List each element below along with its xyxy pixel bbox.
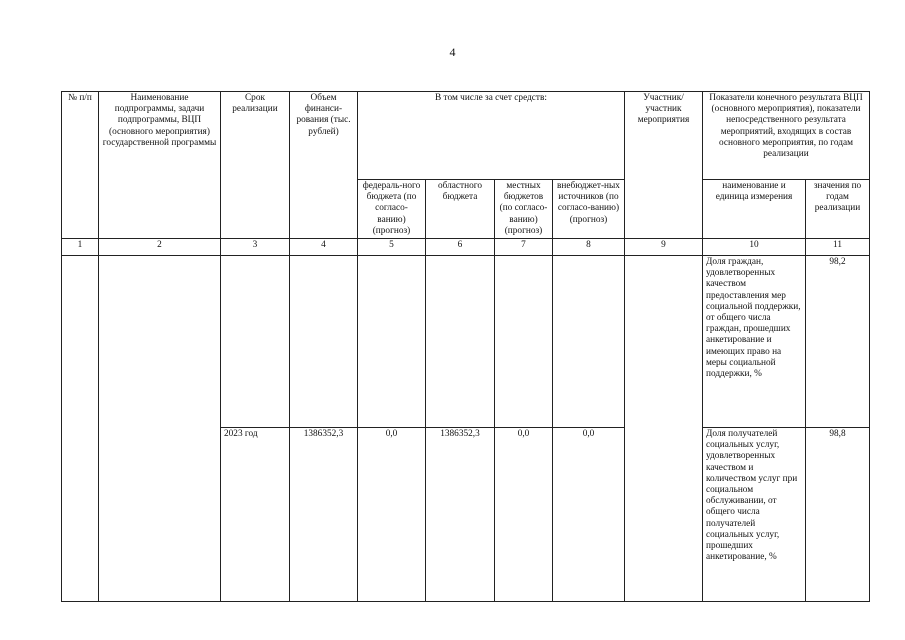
local-budget: 0,0 <box>495 428 553 602</box>
column-number: 5 <box>358 239 426 256</box>
row-total-cell <box>290 256 358 428</box>
header-col-local: местных бюджетов (по согласо-ванию) (прогноз) <box>495 180 553 239</box>
row-federal-cell <box>358 256 426 428</box>
header-col-volume: Объем финанси-рования (тыс. рублей) <box>290 92 358 239</box>
row-name-cell <box>99 256 221 602</box>
header-col-federal: федераль-ного бюджета (по согласо-ванию) (прогноз) <box>358 180 426 239</box>
header-col-indicator-name: наименование и единица измерения <box>703 180 806 239</box>
regional-budget: 1386352,3 <box>426 428 495 602</box>
header-col-offbudget: внебюджет-ных источников (по согласо-ванию) (прогноз) <box>553 180 625 239</box>
header-col-participant: Участник/ участник мероприятия <box>625 92 703 239</box>
total-volume: 1386352,3 <box>290 428 358 602</box>
page-number: 4 <box>449 45 456 59</box>
header-col-name: Наименование подпрограммы, задачи подпрограммы, ВЦП (основного мероприятия) государственной программы <box>99 92 221 239</box>
column-number-row <box>62 239 870 256</box>
header-col-period: Срок реализации <box>221 92 290 239</box>
column-number: 10 <box>703 239 806 256</box>
indicator-name: Доля граждан, удовлетворенных качеством предоставления мер социальной поддержки, от общего числа граждан, прошедших анкетирование и имеющих право на меры социальной поддержки, % <box>703 256 806 428</box>
federal-budget: 0,0 <box>358 428 426 602</box>
header-col-regional: областного бюджета <box>426 180 495 239</box>
column-number: 3 <box>221 239 290 256</box>
table-row <box>62 256 870 428</box>
offbudget-sources: 0,0 <box>553 428 625 602</box>
row-participant-cell <box>625 256 703 602</box>
column-number: 9 <box>625 239 703 256</box>
program-table <box>61 91 870 602</box>
column-number: 2 <box>99 239 221 256</box>
column-number: 1 <box>62 239 99 256</box>
column-number: 4 <box>290 239 358 256</box>
indicator-value: 98,8 <box>806 428 870 602</box>
row-offbudget-cell <box>553 256 625 428</box>
period: 2023 год <box>221 428 290 602</box>
indicator-value: 98,2 <box>806 256 870 428</box>
row-number-cell <box>62 256 99 602</box>
column-number: 11 <box>806 239 870 256</box>
row-regional-cell <box>426 256 495 428</box>
header-group-sources: В том числе за счет средств: <box>358 92 625 180</box>
header-col-indicator-values: значения по годам реализации <box>806 180 870 239</box>
header-col-number: № п/п <box>62 92 99 239</box>
row-period-cell <box>221 256 290 428</box>
column-number: 7 <box>495 239 553 256</box>
indicator-name: Доля получателей социальных услуг, удовлетворенных качеством и количеством услуг при социальном обслуживании, от общего числа получателей социальных услуг, прошедших анкетирование, % <box>703 428 806 602</box>
column-number: 6 <box>426 239 495 256</box>
column-number: 8 <box>553 239 625 256</box>
row-local-cell <box>495 256 553 428</box>
header-group-indicators: Показатели конечного результата ВЦП (основного мероприятия), показатели непосредственного результата мероприятий, входящих в состав основного мероприятия, по годам реализации <box>703 92 870 180</box>
